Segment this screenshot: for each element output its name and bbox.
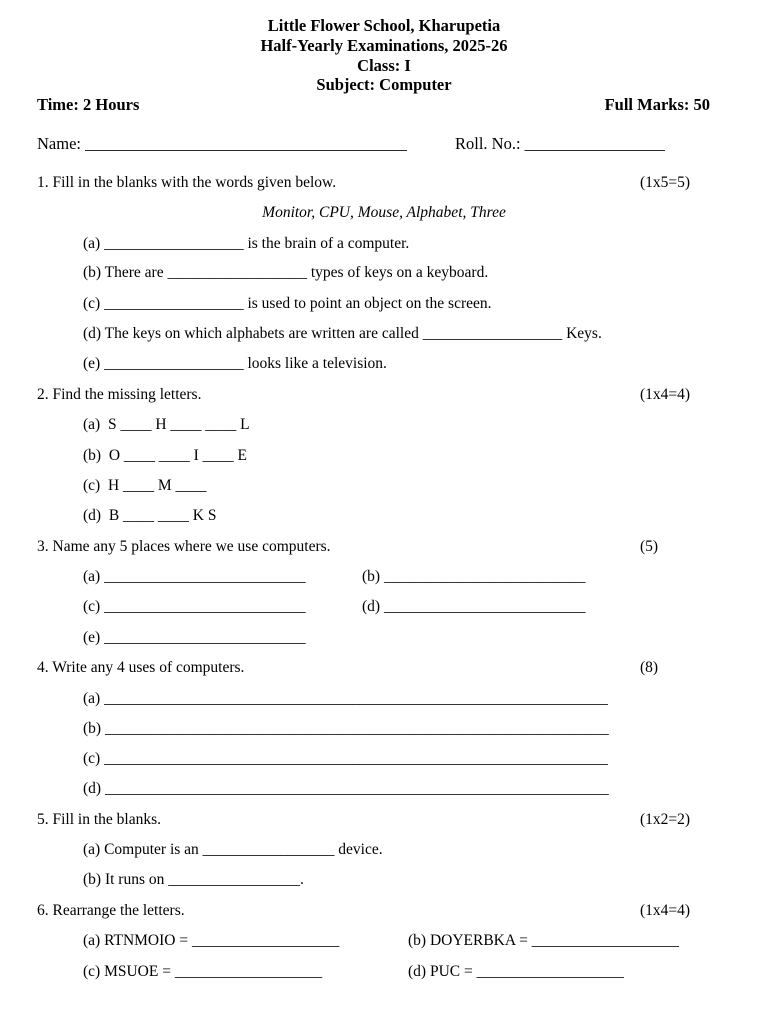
word-bank: Monitor, CPU, Mouse, Alphabet, Three	[262, 204, 506, 221]
q4-item-b: (b) _________________________________________________________________	[83, 720, 609, 737]
q2-item-c: (c) H ____ M ____	[83, 477, 207, 494]
q1-item-a: (a) __________________ is the brain of a computer.	[83, 235, 410, 252]
question-6-marks: (1x4=4)	[640, 902, 691, 919]
question-2-marks: (1x4=4)	[640, 386, 691, 403]
q6-item-c: (c) MSUOE = ___________________	[83, 963, 323, 980]
question-1-title: 1. Fill in the blanks with the words given below.	[37, 174, 337, 191]
class-label: Class: I	[357, 56, 411, 75]
q6-item-b: (b) DOYERBKA = ___________________	[408, 932, 679, 949]
question-4-title: 4. Write any 4 uses of computers.	[37, 659, 245, 676]
question-5-marks: (1x2=2)	[640, 811, 691, 828]
q1-item-c: (c) __________________ is used to point an object on the screen.	[83, 295, 492, 312]
q2-item-b: (b) O ____ ____ I ____ E	[83, 447, 248, 464]
question-5-title: 5. Fill in the blanks.	[37, 811, 161, 828]
school-name: Little Flower School, Kharupetia	[267, 16, 501, 35]
time-label: Time: 2 Hours	[37, 95, 140, 114]
q3-item-c: (c) __________________________	[83, 598, 306, 615]
q4-item-d: (d) _________________________________________________________________	[83, 780, 609, 797]
full-marks-label: Full Marks: 50	[604, 95, 710, 114]
q3-item-b: (b) __________________________	[362, 568, 586, 585]
q5-item-b: (b) It runs on _________________.	[83, 871, 304, 888]
q3-item-a: (a) __________________________	[83, 568, 306, 585]
q4-item-a: (a) _________________________________________________________________	[83, 690, 608, 707]
q2-item-d: (d) B ____ ____ K S	[83, 507, 217, 524]
question-4-marks: (8)	[640, 659, 659, 676]
question-2-title: 2. Find the missing letters.	[37, 386, 202, 403]
roll-number-field[interactable]: Roll. No.: _________________	[455, 134, 665, 153]
q2-item-a: (a) S ____ H ____ ____ L	[83, 416, 250, 433]
q3-item-d: (d) __________________________	[362, 598, 586, 615]
q6-item-a: (a) RTNMOIO = ___________________	[83, 932, 340, 949]
question-3-title: 3. Name any 5 places where we use computers.	[37, 538, 331, 555]
q1-item-b: (b) There are __________________ types of keys on a keyboard.	[83, 264, 489, 281]
subject-label: Subject: Computer	[316, 75, 452, 94]
q3-item-e: (e) __________________________	[83, 629, 306, 646]
q5-item-a: (a) Computer is an _________________ device.	[83, 841, 383, 858]
q1-item-e: (e) __________________ looks like a television.	[83, 355, 387, 372]
q6-item-d: (d) PUC = ___________________	[408, 963, 624, 980]
question-1-marks: (1x5=5)	[640, 174, 691, 191]
q4-item-c: (c) _________________________________________________________________	[83, 750, 608, 767]
name-field[interactable]: Name: _______________________________________	[37, 134, 407, 153]
exam-title: Half-Yearly Examinations, 2025-26	[260, 36, 508, 55]
question-3-marks: (5)	[640, 538, 659, 555]
question-6-title: 6. Rearrange the letters.	[37, 902, 185, 919]
q1-item-d: (d) The keys on which alphabets are written are called __________________ Keys.	[83, 325, 602, 342]
